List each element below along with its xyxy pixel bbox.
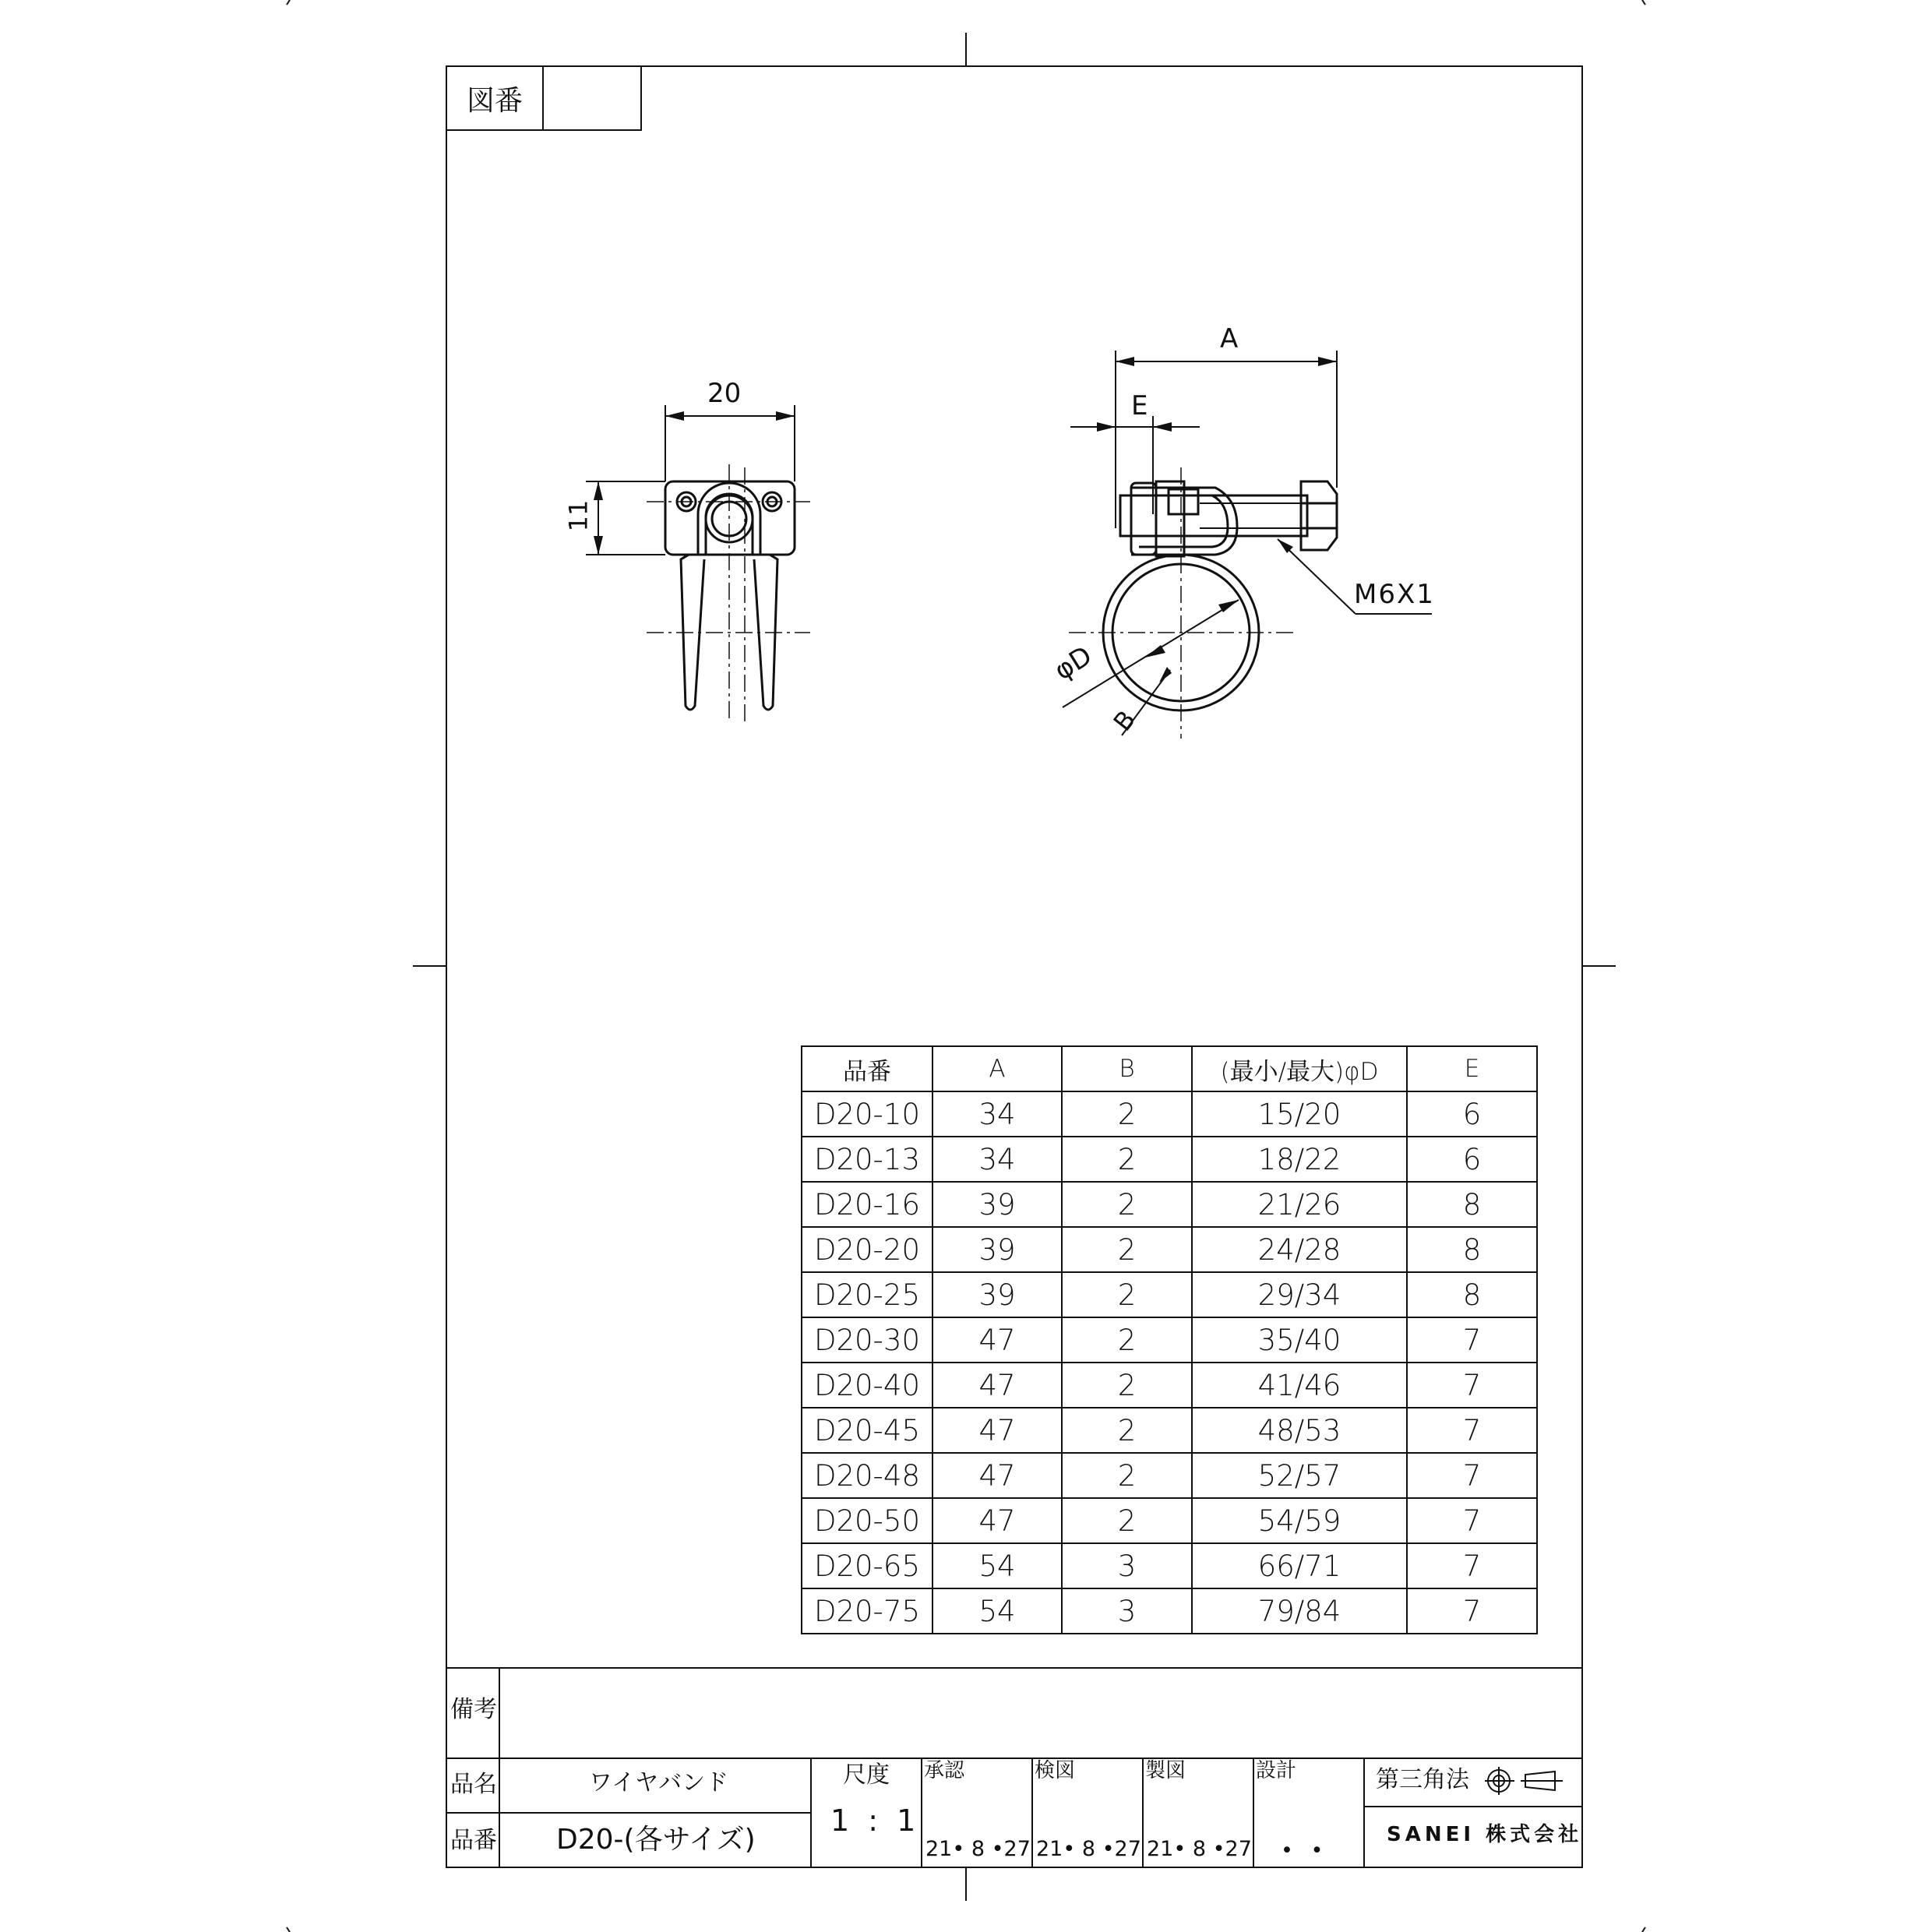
remarks-label: 備考	[450, 1696, 497, 1723]
cell-part-number: D20-45	[802, 1408, 933, 1453]
table-row	[802, 1182, 1537, 1227]
cell-part-number: D20-30	[802, 1317, 933, 1363]
cell-dim-e: 7	[1407, 1363, 1537, 1408]
draft-label: 製図	[1145, 1759, 1186, 1782]
cell-dim-b: 2	[1062, 1408, 1192, 1453]
name-value: ワイヤバンド	[589, 1769, 729, 1796]
header-dim-e: E	[1407, 1046, 1537, 1091]
cell-dim-d: 41/46	[1192, 1363, 1407, 1408]
cell-dim-b: 2	[1062, 1453, 1192, 1498]
cell-part-number: D20-16	[802, 1182, 933, 1227]
cell-dim-b: 2	[1062, 1227, 1192, 1272]
table-row	[802, 1363, 1537, 1408]
cell-dim-d: 21/26	[1192, 1182, 1407, 1227]
cell-dim-b: 3	[1062, 1588, 1192, 1634]
third-angle-projection-icon	[1485, 1765, 1563, 1796]
dimension-11-label: 11	[563, 499, 594, 532]
drawing-number-label: 図番	[466, 84, 523, 117]
check-label: 検図	[1035, 1759, 1076, 1782]
cell-part-number: D20-65	[802, 1543, 933, 1588]
cell-dim-d: 35/40	[1192, 1317, 1407, 1363]
table-row	[802, 1453, 1537, 1498]
name-col-line	[810, 1757, 812, 1868]
scale-value: 1 : 1	[830, 1803, 921, 1838]
cell-dim-b: 2	[1062, 1272, 1192, 1317]
check-col-line	[1031, 1757, 1033, 1868]
table-row	[802, 1498, 1537, 1543]
remarks-bottom-line	[446, 1757, 1583, 1759]
cell-part-number: D20-25	[802, 1272, 933, 1317]
table-row	[802, 1137, 1537, 1182]
design-label: 設計	[1256, 1759, 1297, 1782]
table-row	[802, 1408, 1537, 1453]
cell-dim-b: 2	[1062, 1317, 1192, 1363]
table-row	[802, 1588, 1537, 1634]
cell-dim-d: 79/84	[1192, 1588, 1407, 1634]
cell-dim-a: 39	[933, 1272, 1062, 1317]
cell-dim-a: 39	[933, 1227, 1062, 1272]
cell-dim-a: 47	[933, 1453, 1062, 1498]
cell-dim-e: 8	[1407, 1272, 1537, 1317]
projection-col-line	[1363, 1757, 1365, 1868]
table-row	[802, 1091, 1537, 1137]
cell-dim-b: 2	[1062, 1363, 1192, 1408]
cell-dim-b: 2	[1062, 1091, 1192, 1137]
cell-dim-e: 6	[1407, 1137, 1537, 1182]
check-date: 21• 8 •27	[1036, 1837, 1141, 1861]
draft-col-line	[1142, 1757, 1144, 1868]
cell-dim-a: 54	[933, 1588, 1062, 1634]
cell-dim-d: 48/53	[1192, 1408, 1407, 1453]
dimension-b-label: B	[1107, 704, 1142, 737]
cell-dim-d: 66/71	[1192, 1543, 1407, 1588]
name-row-bottom-line	[446, 1812, 810, 1814]
cell-dim-d: 52/57	[1192, 1453, 1407, 1498]
cell-dim-e: 8	[1407, 1182, 1537, 1227]
cell-dim-d: 18/22	[1192, 1137, 1407, 1182]
cell-dim-a: 47	[933, 1408, 1062, 1453]
cell-dim-b: 2	[1062, 1137, 1192, 1182]
cell-part-number: D20-75	[802, 1588, 933, 1634]
thread-label: M6X1	[1354, 579, 1435, 610]
draft-date: 21• 8 •27	[1147, 1837, 1252, 1861]
cell-dim-e: 6	[1407, 1091, 1537, 1137]
parts-table-header	[802, 1046, 1537, 1091]
cell-part-number: D20-20	[802, 1227, 933, 1272]
cell-dim-d: 29/34	[1192, 1272, 1407, 1317]
table-row	[802, 1272, 1537, 1317]
approval-date: 21• 8 •27	[925, 1837, 1031, 1861]
dimension-d-label: φD	[1049, 640, 1098, 687]
cell-dim-d: 15/20	[1192, 1091, 1407, 1137]
cell-dim-b: 2	[1062, 1182, 1192, 1227]
title-block-top-line	[446, 1667, 1583, 1669]
projection-label: 第三角法	[1376, 1766, 1469, 1793]
design-col-line	[1253, 1757, 1254, 1868]
header-dim-d: (最小/最大)φD	[1192, 1046, 1407, 1091]
cell-dim-a: 47	[933, 1317, 1062, 1363]
cell-dim-a: 34	[933, 1091, 1062, 1137]
number-value: D20-(各サイズ)	[556, 1824, 756, 1856]
cell-dim-a: 39	[933, 1182, 1062, 1227]
header-dim-a: A	[933, 1046, 1062, 1091]
cell-dim-e: 7	[1407, 1498, 1537, 1543]
scale-label: 尺度	[843, 1761, 890, 1789]
cell-dim-e: 7	[1407, 1408, 1537, 1453]
projection-row-bottom-line	[1363, 1806, 1583, 1807]
cell-dim-e: 8	[1407, 1227, 1537, 1272]
table-row	[802, 1543, 1537, 1588]
cell-dim-d: 54/59	[1192, 1498, 1407, 1543]
cell-dim-b: 3	[1062, 1543, 1192, 1588]
cell-dim-a: 54	[933, 1543, 1062, 1588]
dimension-a-label: A	[1220, 323, 1239, 354]
approval-label: 承認	[924, 1759, 965, 1782]
cell-dim-e: 7	[1407, 1588, 1537, 1634]
cell-dim-a: 47	[933, 1363, 1062, 1408]
header-dim-b: B	[1062, 1046, 1192, 1091]
number-label: 品番	[450, 1827, 497, 1854]
cell-dim-e: 7	[1407, 1543, 1537, 1588]
dimension-20-label: 20	[707, 378, 742, 409]
cell-part-number: D20-13	[802, 1137, 933, 1182]
cell-dim-b: 2	[1062, 1498, 1192, 1543]
dimension-e-label: E	[1131, 390, 1148, 421]
design-date: • •	[1281, 1839, 1324, 1863]
table-row	[802, 1317, 1537, 1363]
cell-part-number: D20-10	[802, 1091, 933, 1137]
parts-table	[801, 1045, 1538, 1634]
label-col-line	[499, 1667, 500, 1868]
cell-dim-a: 34	[933, 1137, 1062, 1182]
name-label: 品名	[450, 1771, 497, 1798]
cell-dim-e: 7	[1407, 1453, 1537, 1498]
cell-dim-a: 47	[933, 1498, 1062, 1543]
table-row	[802, 1227, 1537, 1272]
cell-part-number: D20-40	[802, 1363, 933, 1408]
scale-col-line	[921, 1757, 922, 1868]
cell-part-number: D20-48	[802, 1453, 933, 1498]
header-part-number: 品番	[802, 1046, 933, 1091]
cell-dim-d: 24/28	[1192, 1227, 1407, 1272]
cell-dim-e: 7	[1407, 1317, 1537, 1363]
company-name: SANEI 株式会社	[1387, 1823, 1583, 1846]
cell-part-number: D20-50	[802, 1498, 933, 1543]
